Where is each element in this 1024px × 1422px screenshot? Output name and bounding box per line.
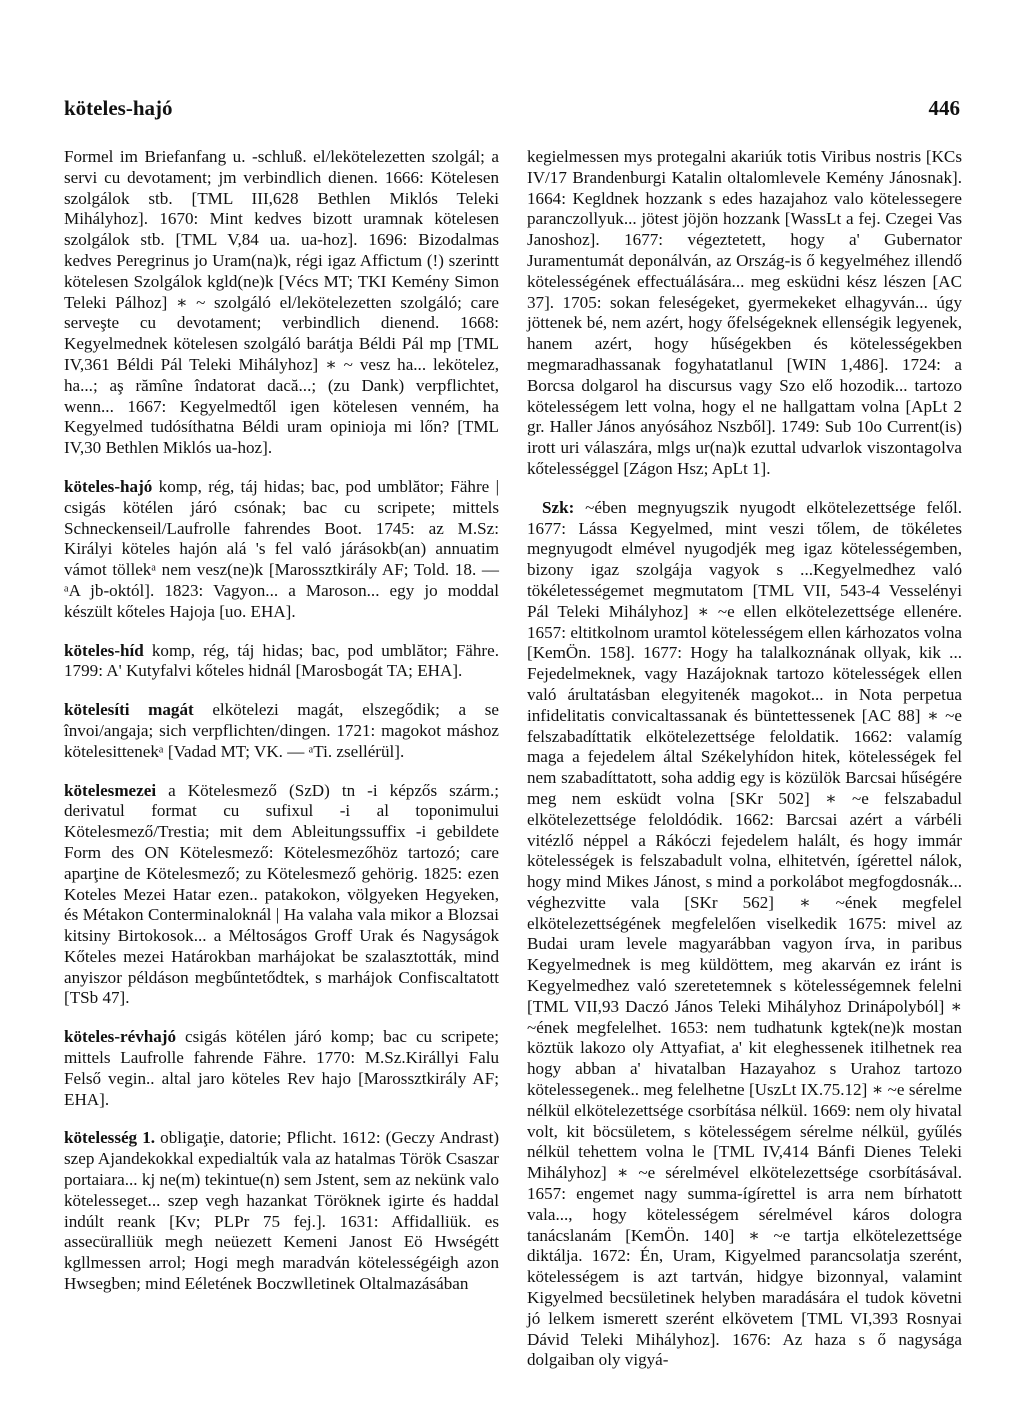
running-head: köteles-hajó — [64, 96, 173, 120]
entry-text: komp, rég, táj hidas; bac, pod umblător; Fähre | csigás kötélen járó csónak; bac cu scripete; mittels Schneckenseil/Laufrolle fahrendes Boot. 1745: az M.Sz: Királyi köteles hajón alá 's fel való járásokb(an) annuatim vámot töllekᵃ nem vesz(ne)k [Marossztkirály AF; Told. 18. — ᵃA jb-októl]. 1823: Vagyon... a Maroson... egy jo moddal készült kőteles Hajoja [uo. EHA]. — [64, 476, 499, 621]
dictionary-subentry — [527, 498, 962, 1371]
dictionary-entry — [64, 781, 499, 1010]
entry-text: obligaţie, datorie; Pflicht. 1612: (Geczy Andrast) szep Ajandekokkal expedialtúk vala az hatalmas Török Csaszar portaiara... kj ne(m) tekintue(n) sem Jstent, sem az nekünk valo kötelesseget... szep vegh hazankat Töröknek igirte és haddal indúlt reank [Kv; PLPr 75 fej.]. 1631: Affidalliük. es assecüralliük megh neüezett Kemeni Janost Eö Hwségétt kgllmessen arrol; Hogi megh maradván kötelességéigh azon Hwsegben; mind Eéletének Boczwlletinek Oltalmazásában — [64, 1128, 500, 1294]
entry-headword: köteles-híd — [64, 640, 144, 660]
entry-text: kegielmessen mys protegalni akariúk totis Viribus nostris [KCs IV/17 Brandenburgi Katalin oltalomlevele Kemény Jánosnak]. 1664: Kegldnek hozzank s edes hazajahoz valo kötelessegere paranczollyuk... jötest jöjön hozzank [WassLt a fej. Czegei Vas Janoshoz]. 1677: végeztetett, hogy a' Gubernator Juramentumát deponálván, az Ország-is ő kegyelméhez illendő kötelességének effectuálására... meg esküdni kész lészen [AC 37]. 1705: sokan feleségeket, gyermekeket elhagyván... úgy jöttenek bé, nem azért, hogy őfelségeknek ellenségik legyenek, hanem azért, hogy hűségekben és kötelességekben megmaradhassanak fogyhatatlanul [WIN 1,486]. 1724: a Borcsa dolgarol ha discursus vagy Szo elő hozodik... tartozo kötelességem lett volna, hogy el ne hallgattam volna [ApLt 2 gr. Haller János anyósához Nszből]. 1749: Sub 10o Current(is) irott uri válaszára, mlgs ur(na)k ezuttal udvarlok viszontagolva kőtelességgel [Zágon Hsz; ApLt 1]. — [527, 147, 962, 478]
dictionary-entry — [527, 147, 962, 480]
entry-text: elkötelezi magát, elszegődik; a se învoi/angaja; sich verpflichten/dingen. 1721: magokot máshoz kötelesittenekᵃ [Vadad MT; VK. — ᵃTi. zsellérül]. — [64, 700, 499, 761]
page-header — [64, 96, 960, 128]
dictionary-entry — [64, 1128, 499, 1294]
page-number: 446 — [928, 96, 960, 120]
left-column — [64, 147, 499, 1313]
entry-text: ~ében megnyugszik nyugodt elkötelezettsége felől. 1677: Lássa Kegyelmed, mint veszi tőlem, de tökéletes megnyugodt elmével nyugodjék meg igaz kötelességemben, bizony igaz szolgája vagyok s ...Kegyelmedhez való tökéletességemet megmutatom [TML VII, 543-4 Vesselényi Pál Teleki Mihályhoz] ∗ ~e ellen elkötelezettsége ellenére. 1657: eltitkolnom uramtol kötelességem ellen kárhozatos volna [KemÖn. 158]. 1677: Hogy ha talalkoznának ollyak, kik ... Fejedelmeknek, vagy Hazájoknak tartozo kötelességek ellen való árultatásban elegyitenék magokot... in Nota perpetua infidelitatis convicaltassanak és büntettessenek [AC 88] ∗ ~e felszabadíttatik elkötelezettsége feloldatik. 1662: valamíg maga a fejedelem által Székelyhídon hitek, kötelességek fel nem szabadíttatott, soha addig egy is közülök Barcsai hűségére meg nem esküdt volna [SKr 502] ∗ ~e felszabadul elkötelezettsége feloldódik. 1662: Barcsai azért a várbéli vitézlő néppel a Rákóczi fejedelem halált, és hogy immár kötelességek is felszabadult volna, elhitetvén, ígérettel nálok, hogy mind Mikes Jánost, s mind a porkolábot megfogdosnák... véghezvitte vala [SKr 562] ∗ ~ének megfelel elkötelezettségének megfelelően viselkedik 1675: mivel az Budai uram levele magyarábban vagyon írva, in paribus Kegyelmednek is meg küldöttem, meg akarván ez iránt is Kegyelmedhez való szeretetemnek s kötelességemnek felelni [TML VII,93 Daczó János Teleki Mihályhoz Drinápolyból] ∗ ~ének megfelelhet. 1653: nem tudhatunk kgtek(ne)k mostan köztük lakozo oly Attyafiat, a' kit eleghessenek itilhetnek rea hogy abban a' hivatalban Hazayahoz s Urahoz tartozo kötelessegenek.. meg felelhetne [UszLt IX.75.12] ∗ ~e sérelme nélkül elkötelezettsége csorbítása nélkül. 1669: nem oly hivatal volt, kit böcsületem, s kötelességem sérelme nélkül, gyűlés nélkül tehettem volna le [TML IV,414 Bánfi Dienes Teleki Mihályhoz] ∗ ~e sérelmével elkötelezettsége csorbításával. 1657: engemet nagy summa-ígírettel is arra nem bírhatott vala..., hogy kötelességem sérelmével káros dologra tanácslanám [KemÖn. 140] ∗ ~e tartja elkötelezettsége diktálja. 1672: Én, Uram, Kigyelmed parancsolatja szerént, kötelességem is azt tartván, hidgye bizonnyal, valamint Kigyelmed becsületinek helyben maradására el tudok követni jó lelkem ismerett szerént elkövetem [TML VI,393 Rosnyai Dávid Teleki Mihályhoz]. 1676: Az haza s ő nagysága dolgaiban oly vigyá- — [527, 497, 962, 1370]
entry-headword: köteles-hajó — [64, 476, 153, 496]
entry-headword: kötelesmezei — [64, 780, 157, 800]
entry-text: a Kötelesmező (SzD) tn -i képzős szárm.; derivatul format cu sufixul -i al toponimului Kötelesmező/Trestia; mit dem Ableitungssuffix -i gebildete Form des ON Kötelesmező: Kötelesmezőhöz tartozó; care aparţine de Kötelesmező; zu Kötelesmező gehörig. 1825: ezen Koteles Mezei Hatar ezen.. patakokon, völgyeken Hegyeken, és Métakon Conterminaloknál | Ha valaha vala mikor a Blozsai kitsiny Birtokosok... a Méltoságos Groff Urak és Nagyságok Kőteles mezei Határokban marhájokat be szalasztották, mind anyiszor példáson megbűntetődtek, s marhájok Confiscaltatott [TSb 47]. — [64, 780, 499, 1008]
entry-headword: köteles-révhajó — [64, 1027, 177, 1047]
entry-headword: kötelesség 1. — [64, 1128, 156, 1148]
entry-text: Formel im Briefanfang u. -schluß. el/lekötelezetten szolgál; a servi cu devotament; jm verbindlich dienen. 1666: Kötelesen szolgálok stb. [TML III,628 Bethlen Miklós Teleki Mihályhoz]. 1670: Mint kedves bizott uramnak kötelesen szolgálok stb. [TML V,84 ua. ua-hoz]. 1696: Bizodalmas kedves Peregrinus jo Uram(na)k, régi igaz Affictum (!) szerintt kötelesen Szolgálok kgld(ne)k [Vécs MT; TKI Kemény Simon Teleki Pálhoz] ∗ ~ szolgáló el/lekötelezetten szolgáló; care serveşte cu devotament; verbindlich dienend. 1668: Kegyelmednek kötelesen szolgáló barátja Béldi Pál mp [TML IV,361 Béldi Pál Teleki Mihályhoz] ∗ ~ vesz ha... lekötelez, ha...; aş rămîne îndatorat dacă...; (zu Dank) verpflichtet, wenn... 1667: Kegyelmedtől igen kötelesen venném, ha Kegyelmed tudósíthatna Béldi uram opinioja mi lőn? [TML IV,30 Bethlen Miklós ua-hoz]. — [64, 147, 499, 458]
dictionary-entry — [64, 147, 499, 459]
right-column — [527, 147, 962, 1389]
dictionary-entry — [64, 641, 499, 683]
entry-text: komp, rég, táj hidas; bac, pod umblător; Fähre. 1799: A' Kutyfalvi kőteles hidnál [Marosbogát TA; EHA]. — [64, 640, 499, 681]
entry-text: csigás kötélen járó komp; bac cu scripete; mittels Laufrolle fahrende Fähre. 1770: M.Sz.Királlyi Falu Felső vegin.. altal jaro köteles Rev hajo [Marossztkirály AF; EHA]. — [64, 1027, 499, 1109]
entry-headword: kötelesíti magát — [64, 700, 194, 720]
dictionary-entry — [64, 700, 499, 762]
dictionary-entry — [64, 477, 499, 623]
entry-headword: Szk: — [542, 497, 575, 517]
dictionary-entry — [64, 1027, 499, 1110]
